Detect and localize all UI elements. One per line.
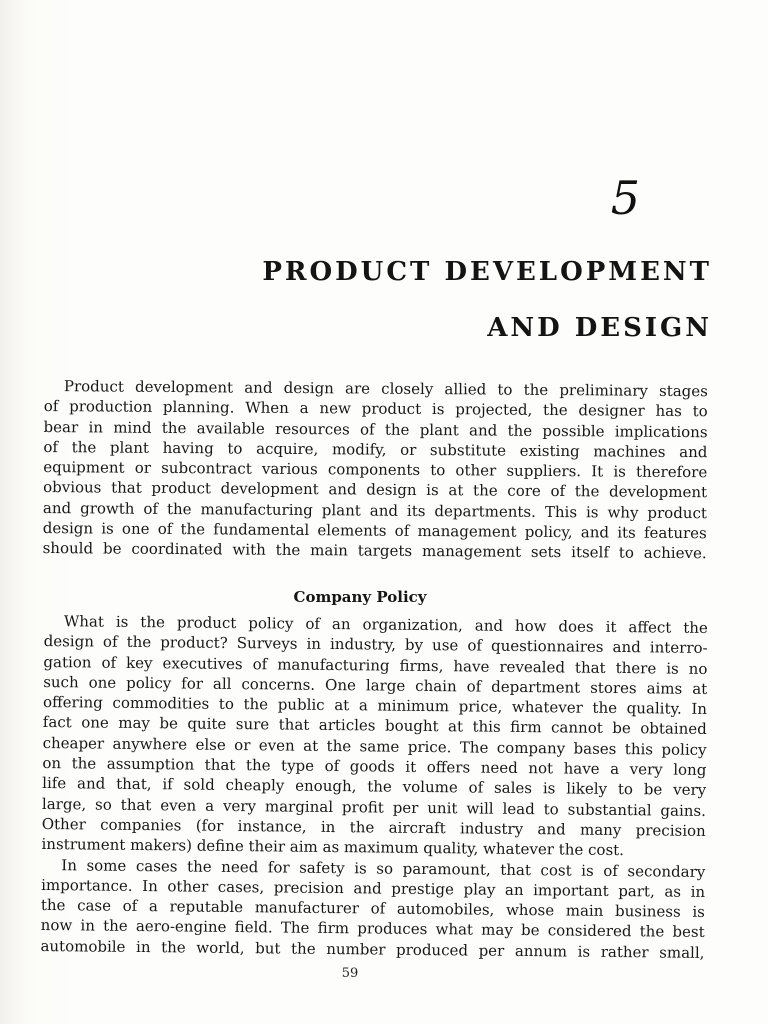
text-line: offering commodities to the public at a minimum price, whatever the quality. In: [42, 693, 708, 719]
text-line: design of the product? Surveys in industry, by use of questionnaires and interro-: [43, 632, 708, 658]
text-line: What is the product policy of an organization, and how does it affect the: [63, 612, 708, 637]
chapter-title-line: AND DESIGN: [487, 313, 712, 343]
text-line: cheaper anywhere else or even at the same price. The company bases this policy: [42, 733, 707, 759]
company-policy-paragraphs: [40, 611, 708, 963]
text-line: of the plant having to acquire, modify, or substitute existing machines and: [43, 437, 708, 462]
text-line: such one policy for all concerns. One large chain of department stores aims at: [43, 672, 708, 698]
text-line: the case of a reputable manufacturer of automobiles, whose main business is: [40, 896, 705, 922]
chapter-number: 5: [610, 171, 640, 225]
section-heading: Company Policy: [293, 588, 427, 606]
text-line: instrument makers) define their aim as maximum quality, whatever the cost.: [41, 835, 625, 860]
text-line: fact one may be quite sure that articles bought at this firm cannot be obtained: [42, 713, 707, 739]
text-line: should be coordinated with the main targets management sets itself to achieve.: [42, 539, 707, 563]
chapter-title: [150, 252, 712, 364]
text-line: and growth of the manufacturing plant and its departments. This is why product: [42, 498, 708, 522]
text-line: now in the aero-engine field. The firm produces what may be considered the best: [40, 916, 705, 942]
page-number: 59: [341, 966, 359, 981]
text-line: In some cases the need for safety is so paramount, that cost is of secondary: [61, 855, 706, 881]
text-line: automobile in the world, but the number produced per annum is rather small,: [40, 936, 705, 962]
intro-paragraph: [43, 376, 708, 564]
text-line: of production planning. When a new product is projected, the designer has to: [43, 397, 708, 421]
text-line: equipment or subcontract various components to other suppliers. It is therefore: [43, 458, 708, 482]
text-line: bear in mind the available resources of the plant and the possible implications: [43, 417, 708, 441]
text-line: design is one of the fundamental elements of management policy, and its features: [42, 519, 707, 543]
text-line: gation of key executives of manufacturing firms, have revealed that there is no: [43, 652, 708, 678]
text-line: Product development and design are closely allied to the preliminary stages: [63, 377, 708, 401]
text-line: importance. In other cases, precision and prestige play an important part, as in: [41, 875, 706, 901]
text-line: on the assumption that the type of goods it offers need not have a very long: [42, 754, 707, 780]
text-line: Other companies (for instance, in the aircraft industry and many precision: [41, 814, 706, 840]
text-line: large, so that even a very marginal profit per unit will lead to substantial gains.: [41, 794, 707, 820]
text-line: life and that, if sold cheaply enough, the volume of sales is likely to be very: [42, 774, 707, 800]
text-line: obvious that product development and design is at the core of the development: [43, 478, 708, 502]
chapter-title-line: PRODUCT DEVELOPMENT: [262, 257, 712, 287]
